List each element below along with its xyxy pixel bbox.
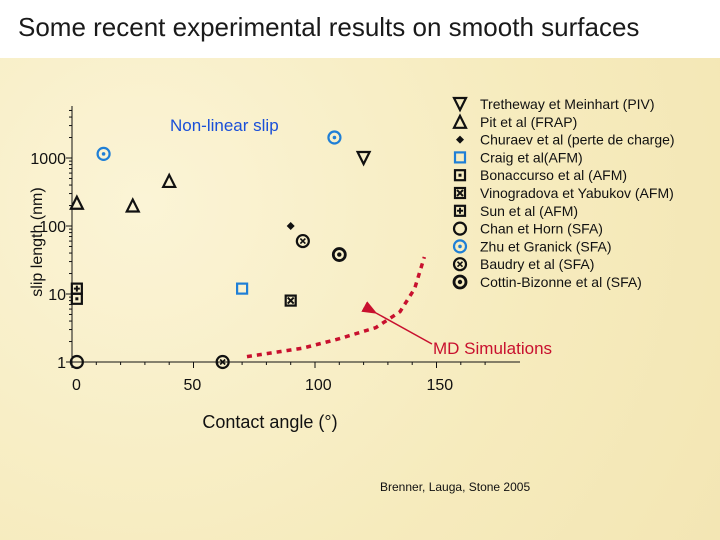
legend-label: Zhu et Granick (SFA) [480, 238, 612, 255]
data-point-tri-up [71, 197, 83, 209]
page-title [0, 0, 720, 58]
data-point-circle-dot-bold [333, 249, 345, 261]
y-axis-title: slip length (nm) [29, 187, 46, 297]
legend-marker-circle-x [454, 258, 466, 270]
slide-body [0, 58, 720, 540]
data-point-square [237, 284, 247, 294]
legend-label: Pit et al (FRAP) [480, 113, 578, 130]
data-point-tri-up [127, 200, 139, 212]
legend-label: Tretheway et Meinhart (PIV) [480, 96, 655, 112]
y-tick-label: 100 [39, 219, 66, 236]
md-arrow [376, 313, 432, 344]
legend [454, 96, 675, 290]
legend-marker-square-dot [455, 170, 465, 180]
nonlinear-slip-label: Non-linear slip [170, 116, 279, 135]
data-point-diamond [287, 222, 295, 230]
legend-label: Churaev et al (perte de charge) [480, 131, 675, 148]
legend-marker-circle-dot-bold [454, 276, 466, 288]
legend-label: Baudry et al (SFA) [480, 256, 595, 273]
legend-marker-circle [454, 223, 466, 235]
data-points [71, 132, 370, 368]
tick-labels [30, 151, 453, 394]
legend-label: Vinogradova et Yabukov (AFM) [480, 185, 674, 201]
data-point-square-dot [72, 294, 82, 304]
x-axis-title: Contact angle (°) [202, 412, 338, 432]
md-simulations-label: MD Simulations [433, 339, 553, 358]
legend-marker-diamond [456, 136, 464, 144]
data-point-circle-dot [98, 148, 110, 160]
md-simulations-curve [247, 257, 424, 357]
page-title-text: Some recent experimental results on smooth surfaces [18, 12, 640, 42]
data-point-tri-up [163, 175, 175, 187]
legend-label: Bonaccurso et al (AFM) [480, 167, 628, 184]
legend-label: Craig et al(AFM) [480, 149, 583, 166]
tick-marks [66, 110, 485, 368]
legend-marker-tri-up [454, 116, 466, 128]
legend-label: Sun et al (AFM) [480, 202, 579, 219]
data-point-circle-x [297, 235, 309, 247]
legend-marker-square [455, 152, 465, 162]
x-tick-label: 50 [183, 377, 202, 394]
y-tick-label: 10 [48, 287, 66, 304]
y-tick-label: 1000 [30, 151, 66, 168]
x-tick-label: 0 [72, 377, 81, 394]
legend-label: Cottin-Bizonne et al (SFA) [480, 274, 642, 290]
legend-label: Chan et Horn (SFA) [480, 220, 603, 237]
citation: Brenner, Lauga, Stone 2005 [380, 480, 531, 494]
axes [72, 106, 520, 362]
x-tick-label: 150 [426, 377, 454, 394]
scatter-chart [0, 58, 720, 540]
legend-marker-square-plus [455, 206, 465, 216]
data-point-square-x [286, 296, 296, 306]
y-tick-label: 1 [57, 355, 66, 372]
x-tick-label: 100 [305, 377, 332, 394]
legend-marker-circle-dot [454, 240, 466, 252]
data-point-circle-dot [328, 132, 340, 144]
data-point-tri-down [358, 152, 370, 164]
data-point-square-plus [72, 284, 82, 294]
legend-marker-tri-down [454, 98, 466, 110]
legend-marker-square-x [455, 188, 465, 198]
